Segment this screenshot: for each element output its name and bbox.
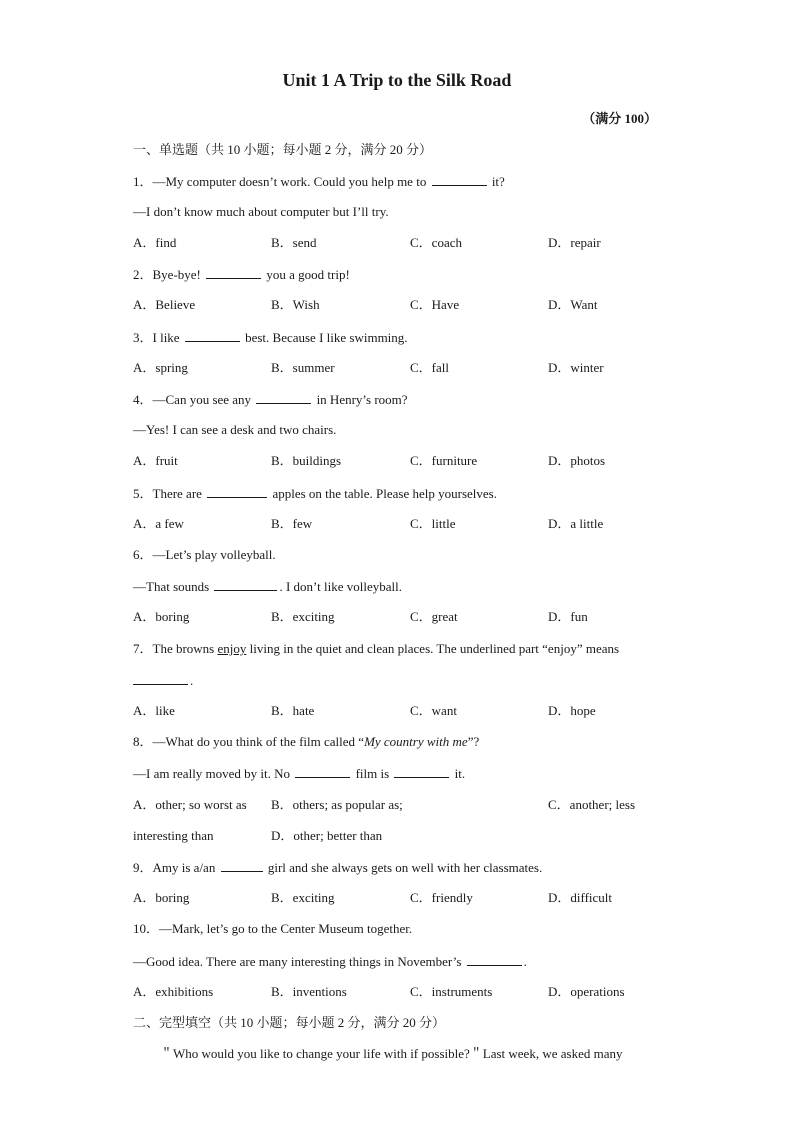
option-d: D．hope (548, 703, 596, 718)
option-a: A．fruit (133, 453, 178, 468)
question-10-reply: —Good idea. There are many interesting things in November’s . (133, 954, 527, 969)
answer-blank (256, 391, 311, 404)
option-d: D．Want (548, 297, 598, 312)
option-b: B．send (271, 235, 317, 250)
question-3: 3．I like best. Because I like swimming. (133, 330, 408, 345)
option-a: A．spring (133, 360, 188, 375)
option-b: B．inventions (271, 984, 347, 999)
option-d: D．a little (548, 516, 604, 531)
option-b: B．exciting (271, 890, 335, 905)
option-c: C．another; less (548, 797, 636, 812)
question-7-blank-line: . (133, 672, 193, 689)
answer-blank (295, 765, 350, 778)
answer-blank (394, 765, 449, 778)
option-c: C．fall (410, 360, 449, 375)
option-b: B．hate (271, 703, 315, 718)
option-d: D．photos (548, 453, 606, 468)
option-a: A．a few (133, 516, 184, 531)
question-2: 2．Bye-bye! you a good trip! (133, 267, 350, 282)
answer-blank (133, 672, 188, 685)
option-c: C．great (410, 609, 458, 624)
option-a: A．other; so worst as (133, 797, 247, 812)
option-c: C．instruments (410, 984, 493, 999)
answer-blank (221, 859, 263, 872)
question-8: 8．—What do you think of the film called “My country with me”? (133, 734, 480, 749)
question-1: 1．—My computer doesn’t work. Could you help me to it? (133, 174, 505, 189)
option-b: B．buildings (271, 453, 342, 468)
option-a: A．exhibitions (133, 984, 214, 999)
underlined-word: enjoy (217, 641, 247, 656)
question-4-reply: —Yes! I can see a desk and two chairs. (133, 422, 337, 437)
option-d: D．winter (548, 360, 604, 375)
question-8-reply: —I am really moved by it. No film is it. (133, 766, 466, 781)
option-c: C．little (410, 516, 456, 531)
cloze-passage-first-line: ＂Who would you like to change your life with if possible?＂Last week, we asked many (160, 1046, 623, 1061)
option-a: A．like (133, 703, 175, 718)
question-6-reply: —That sounds . I don’t like volleyball. (133, 579, 402, 594)
option-c: C．Have (410, 297, 460, 312)
answer-blank (467, 953, 522, 966)
option-b: B．others; as popular as; (271, 797, 403, 812)
option-d: D．operations (548, 984, 625, 999)
option-d: D．fun (548, 609, 588, 624)
question-6: 6．—Let’s play volleyball. (133, 547, 276, 562)
question-4: 4．—Can you see any in Henry’s room? (133, 392, 408, 407)
option-c-continued: interesting than (133, 828, 214, 843)
section-heading-cloze: 二、完型填空（共 10 小题；每小题 2 分，满分 20 分） (133, 1015, 446, 1030)
option-b: B．summer (271, 360, 335, 375)
option-b: B．few (271, 516, 313, 531)
option-a: A．boring (133, 890, 190, 905)
page-title: Unit 1 A Trip to the Silk Road (282, 70, 512, 90)
answer-blank (207, 485, 267, 498)
option-d: D．difficult (548, 890, 613, 905)
film-title: My country with me (364, 734, 468, 749)
option-b: B．exciting (271, 609, 335, 624)
question-7: 7．The browns enjoy living in the quiet and clean places. The underlined part “enjoy” means (133, 641, 620, 656)
option-a: A．find (133, 235, 177, 250)
answer-blank (185, 329, 240, 342)
option-c: C．want (410, 703, 457, 718)
section-heading-single-choice: 一、单选题（共 10 小题；每小题 2 分，满分 20 分） (133, 142, 433, 157)
question-5: 5．There are apples on the table. Please help yourselves. (133, 486, 497, 501)
answer-blank (206, 266, 261, 279)
answer-blank (432, 173, 487, 186)
question-10: 10．—Mark, let’s go to the Center Museum together. (133, 921, 413, 936)
question-1-reply: —I don’t know much about computer but I’ll try. (133, 204, 389, 219)
total-score: （满分 100） (582, 111, 657, 126)
option-c: C．friendly (410, 890, 473, 905)
option-c: C．coach (410, 235, 462, 250)
question-9: 9．Amy is a/an girl and she always gets on well with her classmates. (133, 860, 543, 875)
option-b: B．Wish (271, 297, 320, 312)
option-d: D．repair (548, 235, 601, 250)
option-c: C．furniture (410, 453, 478, 468)
option-a: A．Believe (133, 297, 196, 312)
option-d: D．other; better than (271, 828, 383, 843)
option-a: A．boring (133, 609, 190, 624)
answer-blank (214, 578, 277, 591)
